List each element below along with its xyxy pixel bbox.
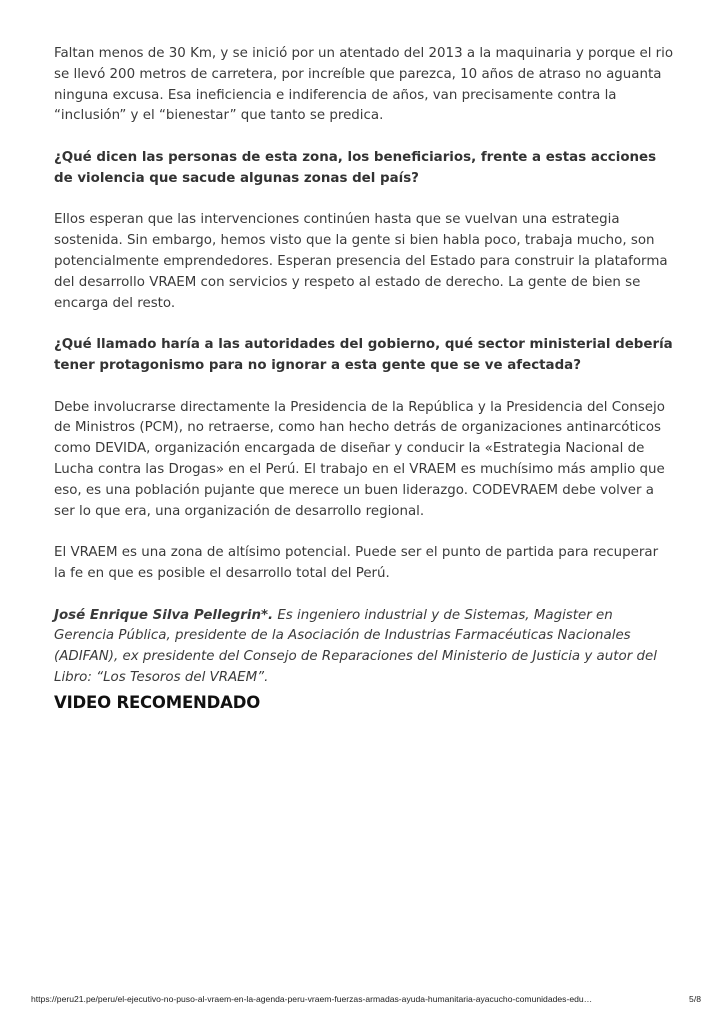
page-number: 5/8: [689, 994, 701, 1004]
article-paragraph: Ellos esperan que las intervenciones continúen hasta que se vuelvan una estrategia sostenida. Sin embargo, hemos visto que la gente si bien habla poco, trabaja mucho, son potencialmente emprendedores. Esperan presencia del Estado para construir la plataforma del desarrollo VRAEM con servicios y respeto al estado de derecho. La gente de bien se encarga del resto.: [54, 212, 668, 311]
interview-question: ¿Qué dicen las personas de esta zona, los beneficiarios, frente a estas acciones de violencia que sacude algunas zonas del país?: [54, 149, 657, 186]
interview-question: ¿Qué llamado haría a las autoridades del gobierno, qué sector ministerial debería tener protagonismo para no ignorar a esta gente que se ve afectada?: [54, 337, 673, 373]
article-body: [54, 44, 674, 714]
author-bio-text: Es ingeniero industrial y de Sistemas, Magister en Gerencia Pública, presidente de la Asociación de Industrias Farmacéuticas Nacionales (ADIFAN), ex presidente del Consejo de Reparaciones del Ministerio de Justicia y autor del Libro: “Los Tesoros del VRAEM”.: [54, 607, 657, 685]
article-paragraph: El VRAEM es una zona de altísimo potencial. Puede ser el punto de partida para recuperar la fe en que es posible el desarrollo total del Perú.: [54, 545, 659, 581]
video-recommended-heading: VIDEO RECOMENDADO: [54, 692, 261, 712]
author-name: José Enrique Silva Pellegrin*.: [54, 607, 274, 623]
author-bio: [54, 606, 674, 689]
article-paragraph: Faltan menos de 30 Km, y se inició por un atentado del 2013 a la maquinaria y porque el rio se llevó 200 metros de carretera, por increíble que parezca, 10 años de atraso no aguanta ninguna excusa. Esa ineficiencia e indiferencia de años, van precisamente contra la “inclusión” y el “bienestar” que tanto se predica.: [54, 46, 674, 124]
article-paragraph: Debe involucrarse directamente la Presidencia de la República y la Presidencia del Consejo de Ministros (PCM), no retraerse, como han hecho detrás de organizaciones antinarcóticos como DEVIDA, organización encargada de diseñar y conducir la «Estrategia Nacional de Lucha contra las Drogas» en el Perú. El trabajo en el VRAEM es muchísimo más amplio que eso, es una población pujante que merece un buen liderazgo. CODEVRAEM debe volver a ser lo que era, una organización de desarrollo regional.: [54, 399, 665, 519]
page-url: https://peru21.pe/peru/el-ejecutivo-no-puso-al-vraem-en-la-agenda-peru-vraem-fuerzas-armadas-ayuda-humanitaria-ayacucho-comunidades-edu…: [31, 994, 593, 1004]
